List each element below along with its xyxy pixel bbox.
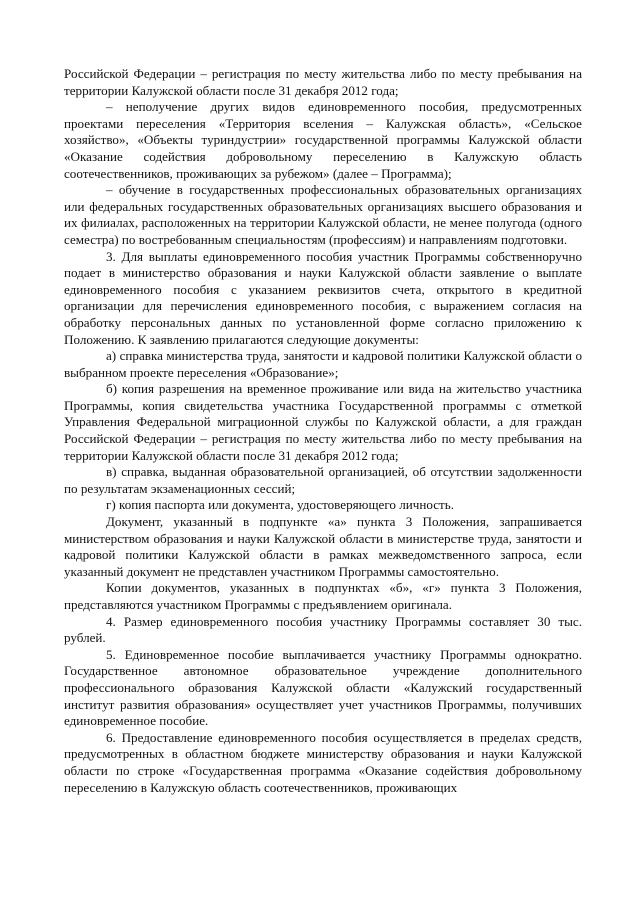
paragraph-5: а) справка министерства труда, занятости и кадровой политики Калужской области о выбранном проекте переселения «Образование»;: [64, 348, 582, 380]
paragraph-10: Копии документов, указанных в подпунктах «б», «г» пункта 3 Положения, представляются участником Программы с предъявлением оригинала.: [64, 580, 582, 612]
paragraph-2: – неполучение других видов единовременного пособия, предусмотренных проектами переселения «Территория вселения – Калужская область», «Сельское хозяйство», «Объекты туриндустрии» государственной программы Калужской области «Оказание содействия добровольному переселению в Калужскую область соотечественников, проживающих за рубежом» (далее – Программа);: [64, 99, 582, 181]
paragraph-9: Документ, указанный в подпункте «а» пункта 3 Положения, запрашивается министерством образования и науки Калужской области в министерстве труда, занятости и кадровой политики Калужской области в рамках межведомственного запроса, если указанный документ не представлен участником Программы самостоятельно.: [64, 514, 582, 579]
paragraph-6: б) копия разрешения на временное проживание или вида на жительство участника Программы, копия свидетельства участника Государственной программы с отметкой Управления Федеральной миграционной службы по Калужской области, а для граждан Российской Федерации – регистрация по месту жительства либо по месту пребывания на территории Калужской области после 31 декабря 2012 года;: [64, 381, 582, 463]
paragraph-3: – обучение в государственных профессиональных образовательных организациях или федеральных государственных образовательных организациях высшего образования и их филиалах, расположенных на территории Калужской области, не менее полугода (одного семестра) по востребованным специальностям (профессиям) и направлениям подготовки.: [64, 182, 582, 247]
paragraph-13: 6. Предоставление единовременного пособия осуществляется в пределах средств, предусмотренных в областном бюджете министерству образования и науки Калужской области по строке «Государственная программа «Оказание содействия добровольному переселению в Калужскую область соотечественников, проживающих: [64, 729, 582, 795]
paragraph-7: в) справка, выданная образовательной организацией, об отсутствии задолженности по результатам экзаменационных сессий;: [64, 464, 582, 496]
paragraph-11: 4. Размер единовременного пособия участнику Программы составляет 30 тыс. рублей.: [64, 613, 582, 646]
paragraph-4: 3. Для выплаты единовременного пособия участник Программы собственноручно подает в министерство образования и науки Калужской области заявление о выплате единовременного пособия с указанием реквизитов счета, открытого в кредитной организации для перечисления единовременного пособия, с выражением согласия на обработку персональных данных по установленной форме согласно приложению к Положению. К заявлению прилагаются следующие документы:: [64, 248, 582, 347]
paragraph-12: 5. Единовременное пособие выплачивается участнику Программы однократно. Государственное автономное образовательное учреждение дополнительного профессионального образования Калужской области «Калужский государственный институт развития образования» осуществляет учет участников Программы, получивших единовременное пособие.: [64, 646, 582, 729]
paragraph-8: г) копия паспорта или документа, удостоверяющего личность.: [106, 497, 454, 513]
paragraph-1: Российской Федерации – регистрация по месту жительства либо по месту пребывания на территории Калужской области после 31 декабря 2012 года;: [64, 66, 582, 98]
